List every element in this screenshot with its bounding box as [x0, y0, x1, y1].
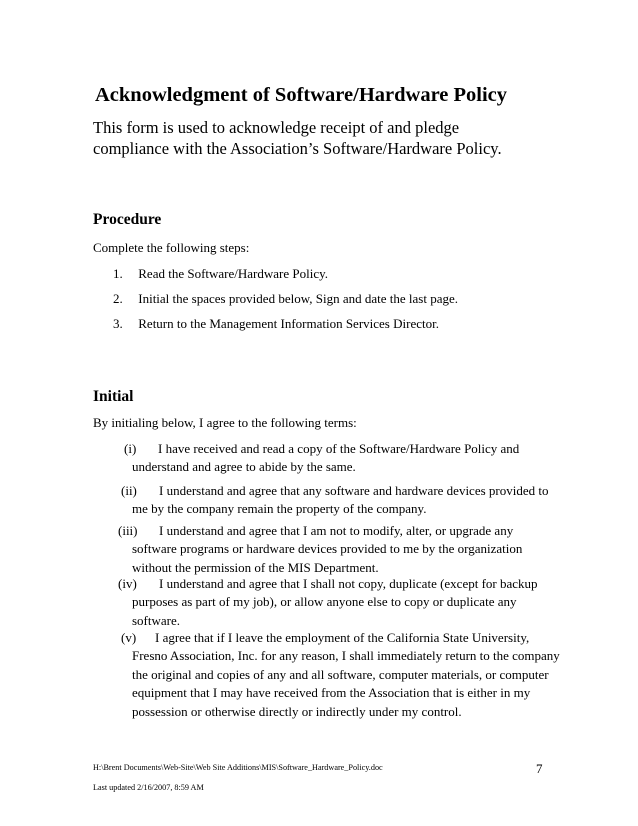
term-roman: (i) [124, 441, 137, 456]
term-line: understand and agree to abide by the same. [132, 459, 356, 475]
term-roman: (iii) [118, 523, 138, 538]
term-line: equipment that I may have received from the Association that is either in my [132, 685, 531, 701]
term-line: the original and copies of any and all software, computer materials, or computer [132, 666, 549, 682]
step-text: Initial the spaces provided below, Sign and date the last page. [138, 291, 458, 306]
term-line: possession or otherwise directly or indirectly under my control. [132, 703, 462, 719]
term-item [118, 575, 538, 630]
term-roman: (iv) [118, 576, 137, 591]
term-line: purposes as part of my job), or allow anyone else to copy or duplicate any [132, 594, 517, 610]
initial-lead: By initialing below, I agree to the following terms: [93, 415, 357, 430]
step-text: Read the Software/Hardware Policy. [138, 266, 329, 281]
term-item [121, 629, 560, 721]
document-title: Acknowledgment of Software/Hardware Policy [95, 84, 508, 106]
procedure-heading: Procedure [93, 211, 162, 228]
term-line [121, 482, 548, 500]
term-line: software programs or hardware devices provided to me by the organization [132, 541, 523, 557]
term-line: Fresno Association, Inc. for any reason, I shall immediately return to the company [132, 648, 560, 664]
step-number: 2. [113, 291, 123, 306]
procedure-step [113, 266, 328, 282]
term-roman: (v) [121, 630, 137, 645]
term-roman: (ii) [121, 483, 137, 498]
term-text: I have received and read a copy of the Software/Hardware Policy and [158, 441, 520, 456]
footer-last-updated: Last updated 2/16/2007, 8:59 AM [93, 783, 204, 792]
initial-heading: Initial [93, 388, 134, 405]
step-number: 1. [113, 266, 123, 281]
term-line [118, 522, 522, 540]
procedure-step [113, 291, 458, 307]
term-line: software. [132, 612, 181, 628]
term-line [121, 629, 560, 647]
term-line: me by the company remain the property of the company. [132, 501, 427, 517]
term-line: without the permission of the MIS Department. [132, 559, 379, 575]
term-text: I agree that if I leave the employment of the California State University, [155, 630, 530, 645]
term-line [124, 440, 519, 458]
page-number: 7 [536, 761, 543, 776]
term-text: I understand and agree that any software and hardware devices provided to [159, 483, 549, 498]
procedure-lead: Complete the following steps: [93, 240, 250, 255]
footer-file-path: H:\Brent Documents\Web-Site\Web Site Additions\MIS\Software_Hardware_Policy.doc [93, 763, 383, 772]
intro-line: This form is used to acknowledge receipt of and pledge [93, 118, 460, 137]
term-item [124, 440, 519, 477]
term-text: I understand and agree that I shall not copy, duplicate (except for backup [159, 576, 538, 591]
intro-line: compliance with the Association’s Software/Hardware Policy. [93, 139, 502, 158]
procedure-step [113, 316, 439, 332]
term-line [118, 575, 538, 593]
intro-paragraph [93, 117, 553, 159]
term-item [118, 522, 522, 577]
step-text: Return to the Management Information Services Director. [138, 316, 439, 331]
term-text: I understand and agree that I am not to modify, alter, or upgrade any [159, 523, 514, 538]
step-number: 3. [113, 316, 123, 331]
term-item [121, 482, 548, 519]
